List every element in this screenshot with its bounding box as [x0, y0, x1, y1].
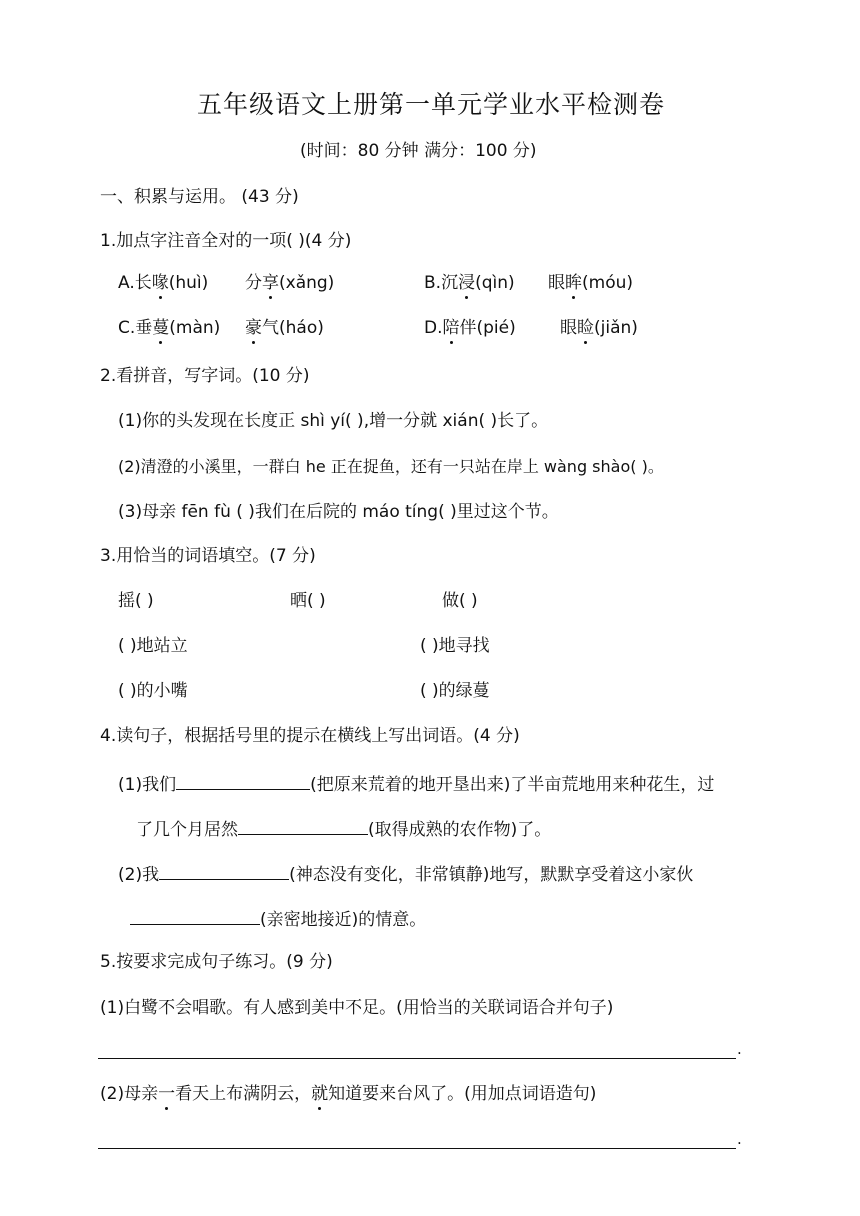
sentence-text: 看天上布满阴云，: [175, 1084, 312, 1104]
question-4-stem: 4.读句子，根据括号里的提示在横线上写出词语。(4 分): [100, 726, 520, 746]
option-b-word2: [548, 272, 633, 294]
option-text: (jiǎn): [594, 318, 638, 338]
page-title: 五年级语文上册第一单元学业水平检测卷: [197, 90, 666, 119]
fill-blank: ( )地站立: [118, 636, 188, 656]
sentence-text: (把原来荒着的地开垦出来)了半亩荒地用来种花生，过: [310, 775, 715, 795]
answer-line[interactable]: [98, 1148, 736, 1149]
section-heading: 一、积累与运用。 (43 分): [100, 187, 299, 207]
option-d-word2: [560, 317, 638, 339]
option-text: (móu): [582, 273, 633, 293]
dotted-char: 浸: [458, 273, 476, 293]
sentence-text: (亲密地接近)的情意。: [260, 910, 427, 930]
question-5-item-1: (1)白鹭不会唱歌。有人感到美中不足。(用恰当的关联词语合并句子): [100, 998, 614, 1018]
line-end-period: .: [737, 1040, 742, 1058]
fill-blank: 晒( ): [290, 591, 326, 611]
option-text: (màn): [169, 318, 221, 338]
fill-blank: 摇( ): [118, 591, 154, 611]
option-text: B.沉: [424, 273, 459, 293]
option-text: (huì): [168, 273, 209, 293]
option-text: (xǎng): [279, 273, 335, 293]
question-4-item-1-cont: [136, 816, 551, 841]
sentence-text: (神态没有变化，非常镇静)地写，默默享受着这小家伙: [289, 865, 694, 885]
option-c-word2: [245, 317, 324, 339]
answer-blank[interactable]: [238, 816, 368, 835]
question-4-item-2: [118, 861, 693, 886]
option-text: 气(háo): [262, 318, 324, 338]
option-d: [424, 317, 516, 339]
dotted-char: 陪: [442, 318, 460, 338]
question-2-item-1: (1)你的头发现在长度正 shì yí( ),增一分就 xián( )长了。: [118, 411, 549, 431]
sentence-text: (1)我们: [118, 775, 177, 795]
option-text: 眼: [560, 318, 577, 338]
option-b: [424, 272, 515, 294]
option-text: C.垂: [118, 318, 153, 338]
question-2-item-3: (3)母亲 fēn fù ( )我们在后院的 máo tíng( )里过这个节。: [118, 502, 559, 522]
option-a: [118, 272, 208, 294]
sentence-text: 知道要来台风了。(用加点词语造句): [328, 1084, 597, 1104]
exam-info: (时间：80 分钟 满分：100 分): [300, 141, 537, 161]
question-2-item-2: (2)清澄的小溪里，一群白 he 正在捉鱼，还有一只站在岸上 wàng shào( )。: [118, 457, 664, 476]
dotted-char: 豪: [245, 318, 262, 338]
dotted-char: 睑: [577, 318, 594, 338]
line-end-period: .: [737, 1130, 742, 1148]
option-text: D.: [424, 318, 443, 338]
option-a-word2: [245, 272, 334, 294]
answer-blank[interactable]: [130, 906, 260, 925]
fill-blank: ( )的小嘴: [118, 681, 188, 701]
answer-blank[interactable]: [176, 771, 310, 790]
option-c: [118, 317, 220, 339]
fill-blank: ( )的绿蔓: [420, 681, 490, 701]
dotted-char: 喙: [151, 273, 169, 293]
dotted-char: 就: [311, 1084, 329, 1104]
dotted-char: 一: [158, 1084, 176, 1104]
option-text: A.长: [118, 273, 152, 293]
question-5-stem: 5.按要求完成句子练习。(9 分): [100, 952, 333, 972]
answer-line[interactable]: [98, 1058, 736, 1059]
option-text: 伴(pié): [459, 318, 516, 338]
option-text: 眼: [548, 273, 565, 293]
option-text: 分: [245, 273, 262, 293]
dotted-char: 蔓: [152, 318, 170, 338]
sentence-text: (2)母亲: [100, 1084, 159, 1104]
sentence-text: (2)我: [118, 865, 160, 885]
fill-blank: ( )地寻找: [420, 636, 490, 656]
question-4-item-2-cont: [130, 906, 426, 931]
sentence-text: (取得成熟的农作物)了。: [368, 820, 552, 840]
question-2-stem: 2.看拼音，写字词。(10 分): [100, 366, 310, 386]
fill-blank: 做( ): [442, 591, 478, 611]
question-3-stem: 3.用恰当的词语填空。(7 分): [100, 546, 316, 566]
dotted-char: 眸: [565, 273, 582, 293]
dotted-char: 享: [262, 273, 279, 293]
question-5-item-2: [100, 1083, 596, 1105]
question-4-item-1: [118, 771, 714, 796]
sentence-text: 了几个月居然: [136, 820, 238, 840]
answer-blank[interactable]: [159, 861, 289, 880]
option-text: (qìn): [475, 273, 515, 293]
question-1-stem: 1.加点字注音全对的一项( )(4 分): [100, 231, 352, 251]
